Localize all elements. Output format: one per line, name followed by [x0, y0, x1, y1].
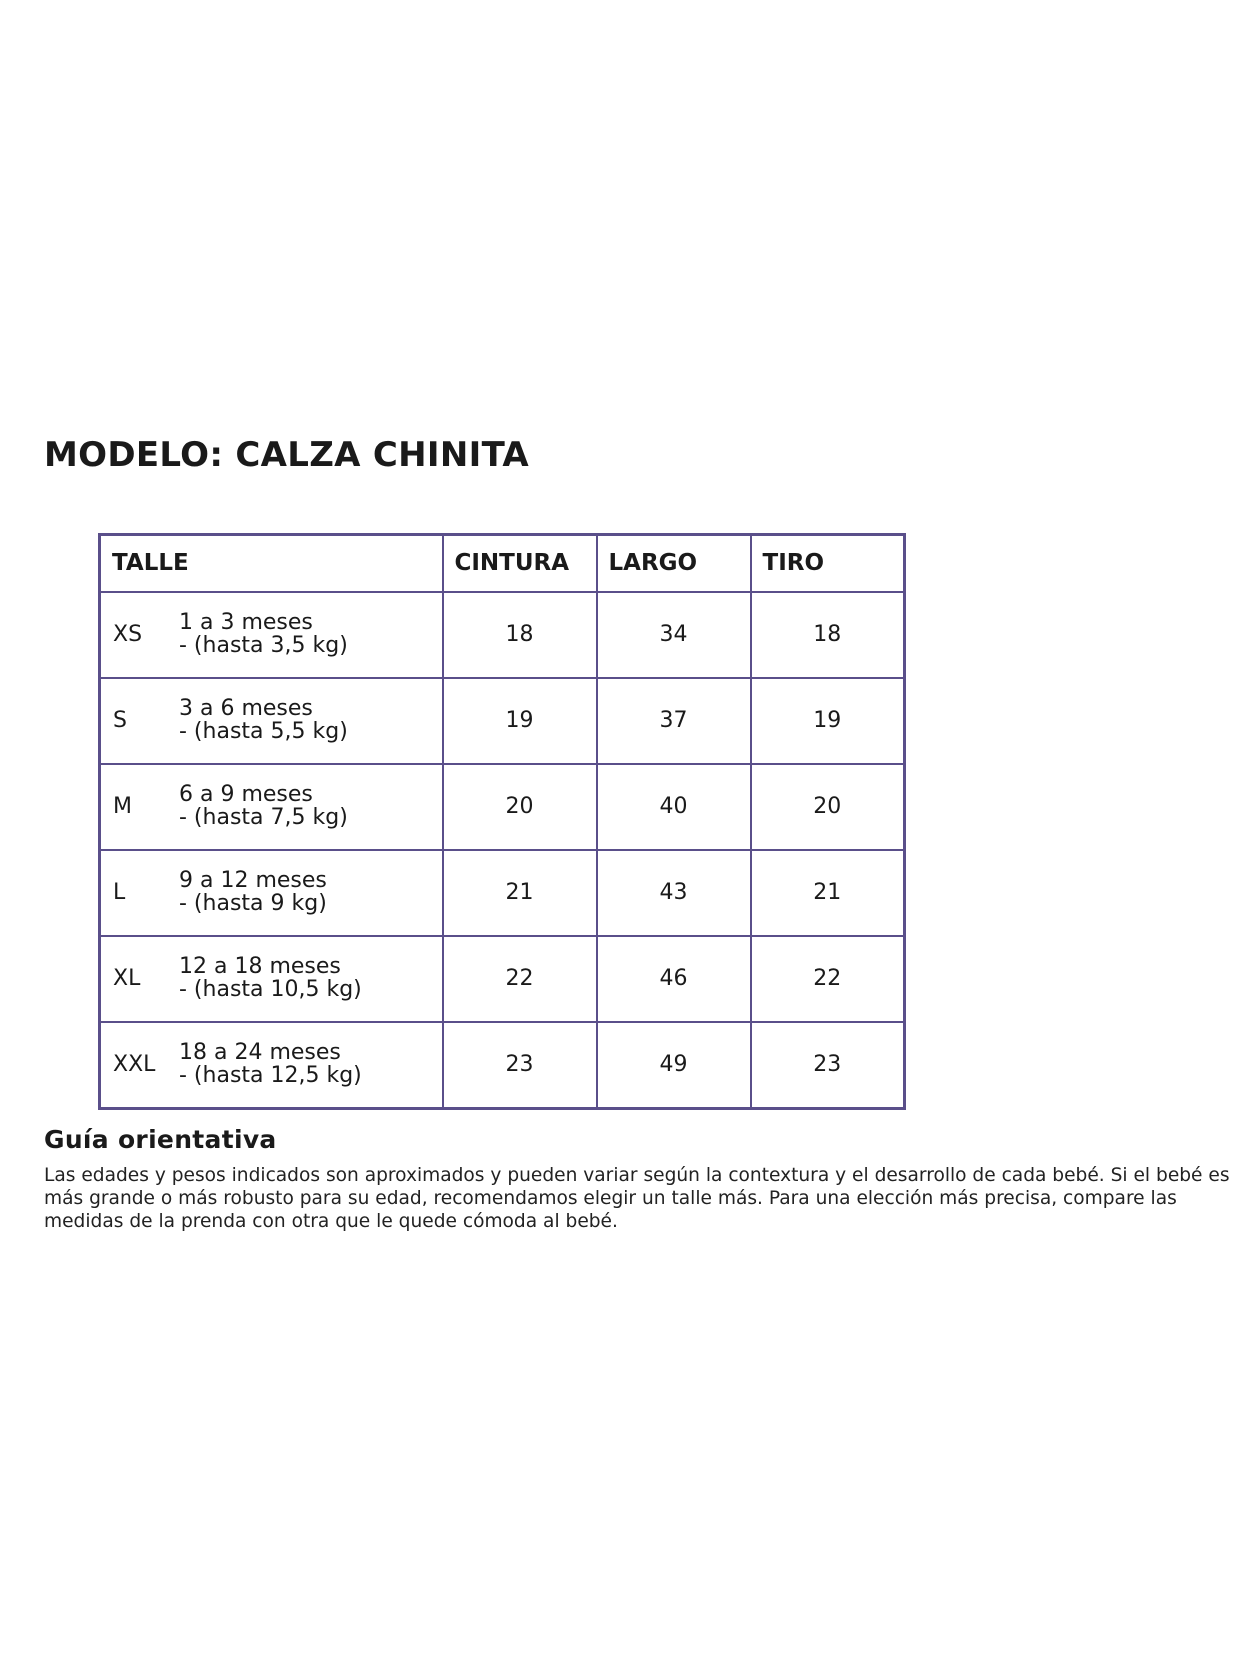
size-weight: - (hasta 5,5 kg)	[179, 718, 348, 744]
size-age: 12 a 18 meses	[179, 953, 341, 979]
size-description	[179, 869, 327, 915]
cintura-value: 18	[443, 592, 597, 678]
size-code: XXL	[113, 1051, 156, 1077]
largo-value: 37	[597, 678, 751, 764]
tiro-value: 18	[751, 592, 905, 678]
header-largo: LARGO	[597, 535, 751, 592]
tiro-value: 23	[751, 1022, 905, 1109]
header-cintura: CINTURA	[443, 535, 597, 592]
tiro-value: 19	[751, 678, 905, 764]
size-weight: - (hasta 12,5 kg)	[179, 1062, 362, 1088]
largo-value: 49	[597, 1022, 751, 1109]
header-talle: TALLE	[100, 535, 443, 592]
table-row	[100, 678, 905, 764]
talle-cell	[100, 592, 443, 678]
size-description	[179, 611, 348, 657]
talle-cell	[100, 1022, 443, 1109]
size-description	[179, 783, 348, 829]
cintura-value: 20	[443, 764, 597, 850]
size-age: 6 a 9 meses	[179, 781, 313, 807]
guide-title: Guía orientativa	[44, 1125, 277, 1154]
size-code: L	[113, 879, 126, 905]
tiro-value: 21	[751, 850, 905, 936]
table-row	[100, 850, 905, 936]
size-description	[179, 955, 362, 1001]
guide-text: Las edades y pesos indicados son aproximados y pueden variar según la contextura y el desarrollo de cada bebé. Si el bebé es más grande o más robusto para su edad, recomendamos elegir un talle más. Para una elección más precisa, compare las medidas de la prenda con otra que le quede cómoda al bebé.	[44, 1165, 1230, 1232]
size-code: S	[113, 707, 127, 733]
talle-cell	[100, 936, 443, 1022]
cintura-value: 22	[443, 936, 597, 1022]
largo-value: 43	[597, 850, 751, 936]
table-row	[100, 592, 905, 678]
size-age: 18 a 24 meses	[179, 1039, 341, 1065]
talle-cell	[100, 678, 443, 764]
talle-cell	[100, 850, 443, 936]
cintura-value: 21	[443, 850, 597, 936]
table-row	[100, 936, 905, 1022]
size-weight: - (hasta 10,5 kg)	[179, 976, 362, 1002]
size-description	[179, 697, 348, 743]
size-chart-table	[98, 533, 906, 1110]
size-age: 3 a 6 meses	[179, 695, 313, 721]
cintura-value: 19	[443, 678, 597, 764]
table-row	[100, 1022, 905, 1109]
page-title: MODELO: CALZA CHINITA	[44, 435, 530, 475]
tiro-value: 20	[751, 764, 905, 850]
largo-value: 46	[597, 936, 751, 1022]
size-age: 9 a 12 meses	[179, 867, 327, 893]
largo-value: 34	[597, 592, 751, 678]
largo-value: 40	[597, 764, 751, 850]
size-code: XL	[113, 965, 141, 991]
size-code: M	[113, 793, 132, 819]
tiro-value: 22	[751, 936, 905, 1022]
size-code: XS	[113, 621, 143, 647]
size-weight: - (hasta 9 kg)	[179, 890, 327, 916]
talle-cell	[100, 764, 443, 850]
table-header-row	[100, 535, 905, 592]
header-tiro: TIRO	[751, 535, 905, 592]
size-description	[179, 1041, 362, 1087]
size-weight: - (hasta 3,5 kg)	[179, 632, 348, 658]
size-age: 1 a 3 meses	[179, 609, 313, 635]
table-row	[100, 764, 905, 850]
size-weight: - (hasta 7,5 kg)	[179, 804, 348, 830]
cintura-value: 23	[443, 1022, 597, 1109]
